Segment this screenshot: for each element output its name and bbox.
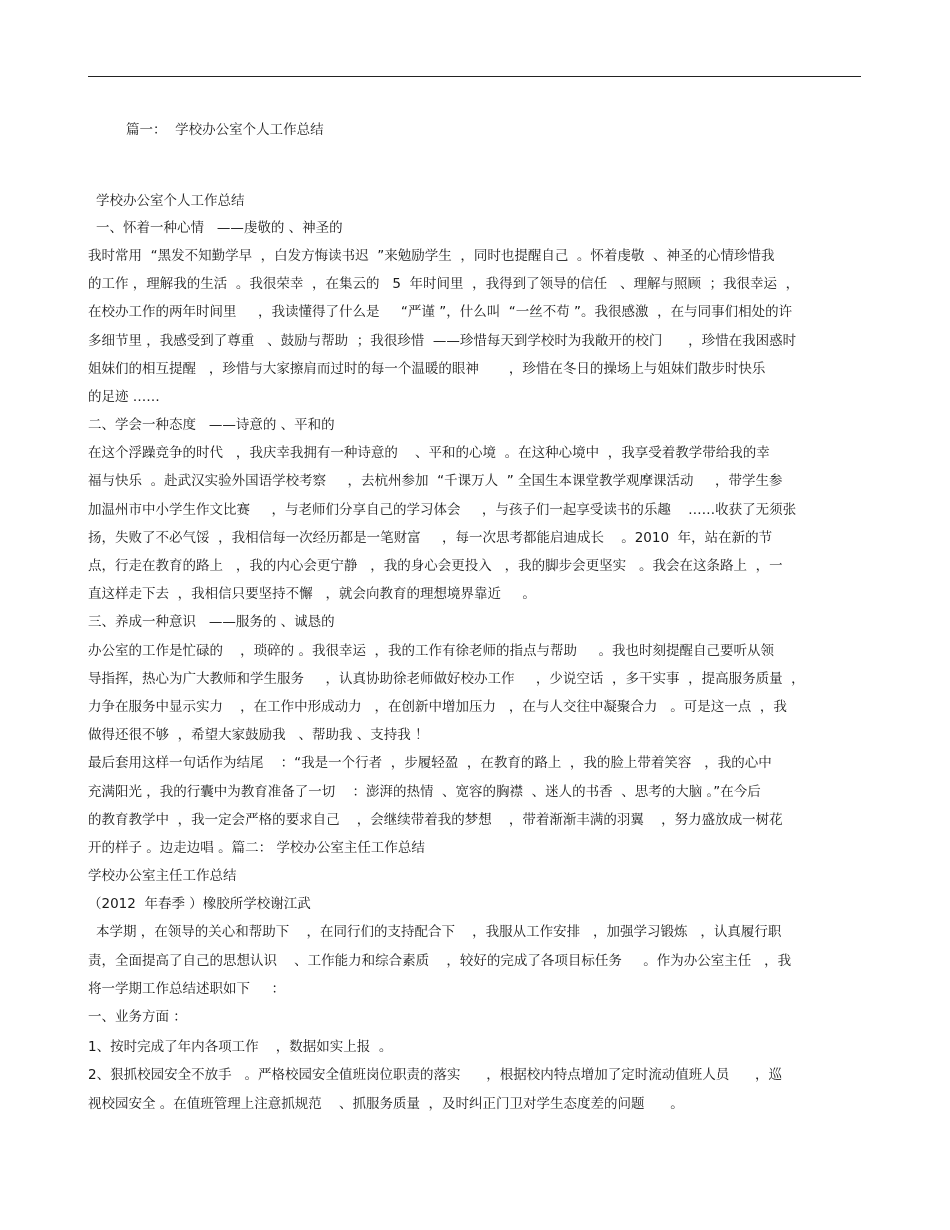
paragraph-line: 我时常用 “黑发不知勤学早 ，白发方悔读书迟 ”来勉励学生 ，同时也提醒自己 。怀着虔敬 、神圣的心情珍惜我 xyxy=(88,248,775,264)
paragraph-line: 责，全面提高了自己的思想认识 、工作能力和综合素质 ，较好的完成了各项目标任务 。作为办公室主任 ，我 xyxy=(88,953,792,969)
paragraph-line: 的教育教学中 ，我一定会严格的要求自己 ，会继续带着我的梦想 ，带着渐渐丰满的羽翼 ，努力盛放成一树花 xyxy=(88,812,783,828)
paragraph-line: 点，行走在教育的路上 ，我的内心会更宁静 ，我的身心会更投入 ，我的脚步会更坚实 。我会在这条路上 ，一 xyxy=(88,558,783,574)
subheading-2: 二、学会一种态度 ——诗意的 、平和的 xyxy=(88,417,335,433)
paragraph-line: 导指挥，热心为广大教师和学生服务 ，认真协助徐老师做好校办工作 ，少说空话 ，多干实事 ，提高服务质量 ， xyxy=(88,671,805,687)
paragraph-line: 在校办工作的两年时间里 ，我读懂得了什么是 “严谨 ”，什么叫 “一丝不苟 ”。我很感激 ，在与同事们相处的许 xyxy=(88,304,793,320)
paragraph-line: 加温州市中小学生作文比赛 ，与老师们分享自己的学习体会 ，与孩子们一起享受读书的乐趣 ……收获了无须张 xyxy=(88,502,797,518)
paragraph-line: 多细节里 ，我感受到了尊重 、鼓励与帮助 ；我很珍惜 ——珍惜每天到学校时为我敞开的校门 ，珍惜在我困惑时 xyxy=(88,333,797,349)
paragraph-line: 充满阳光 ，我的行囊中为教育准备了一切 ：澎湃的热情 、宽容的胸襟 、迷人的书香 、思考的大脑 。”在今后 xyxy=(88,784,761,800)
paragraph-line: 开的样子 。边走边唱 。篇二： 学校办公室主任工作总结 xyxy=(88,840,425,856)
paragraph-line: 本学期 ，在领导的关心和帮助下 ，在同行们的支持配合下 ，我服从工作安排 ，加强学习锻炼 ，认真履行职 xyxy=(96,924,782,940)
subheading-1: 一、怀着一种心情 ——虔敬的 、神圣的 xyxy=(96,220,343,236)
paragraph-line: 力争在服务中显示实力 ，在工作中形成动力 ，在创新中增加压力 ，在与人交往中凝聚合力 。可是这一点 ，我 xyxy=(88,699,787,715)
paragraph-line: 做得还很不够 ，希望大家鼓励我 、帮助我 、支持我 ！ xyxy=(88,727,429,743)
paragraph-line: 在这个浮躁竞争的时代 ，我庆幸我拥有一种诗意的 、平和的心境 。在这种心境中 ，我享受着教学带给我的幸 xyxy=(88,445,770,461)
byline: （2012 年春季 ）橡胶所学校谢江武 xyxy=(88,896,311,912)
list-item: 2、狠抓校园安全不放手 。严格校园安全值班岗位职责的落实 ，根据校内特点增加了定时流动值班人员 ，巡 xyxy=(88,1067,782,1083)
section-heading-2: 学校办公室主任工作总结 xyxy=(88,868,237,884)
paragraph-line: 扬，失败了不必气馁 ，我相信每一次经历都是一笔财富 ，每一次思考都能启迪成长 。2010 年，站在新的节 xyxy=(88,530,773,546)
paragraph-line: 将一学期工作总结述职如下 ： xyxy=(88,981,285,997)
paragraph-line: 姐妹们的相互提醒 ，珍惜与大家擦肩而过时的每一个温暖的眼神 ，珍惜在冬日的操场上与姐妹们散步时快乐 xyxy=(88,361,766,377)
subheading-4: 一、业务方面 ： xyxy=(88,1009,187,1025)
paragraph-line: 的足迹 …… xyxy=(88,389,160,405)
document-title: 篇一： 学校办公室个人工作总结 xyxy=(126,122,324,138)
section-heading: 学校办公室个人工作总结 xyxy=(96,193,245,209)
list-item: 1、按时完成了年内各项工作 ，数据如实上报 。 xyxy=(88,1039,393,1055)
paragraph-line: 视校园安全 。在值班管理上注意抓规范 、抓服务质量 ，及时纠正门卫对学生态度差的问题 。 xyxy=(88,1096,684,1112)
paragraph-line: 的工作 ，理解我的生活 。我很荣幸 ，在集云的 5 年时间里 ，我得到了领导的信任 、理解与照顾 ；我很幸运 ， xyxy=(88,276,800,292)
paragraph-line: 最后套用这样一句话作为结尾 ：“我是一个行者 ，步履轻盈 ，在教育的路上 ，我的脸上带着笑容 ，我的心中 xyxy=(88,755,772,771)
paragraph-line: 福与快乐 。赴武汉实验外国语学校考察 ，去杭州参加 “千课万人 ” 全国生本课堂教学观摩课活动 ，带学生参 xyxy=(88,473,783,489)
subheading-3: 三、养成一种意识 ——服务的 、诚恳的 xyxy=(88,614,335,630)
paragraph-line: 直这样走下去 ，我相信只要坚持不懈 ，就会向教育的理想境界靠近 。 xyxy=(88,586,536,602)
paragraph-line: 办公室的工作是忙碌的 ，琐碎的 。我很幸运 ，我的工作有徐老师的指点与帮助 。我也时刻提醒自己要听从领 xyxy=(88,643,774,659)
